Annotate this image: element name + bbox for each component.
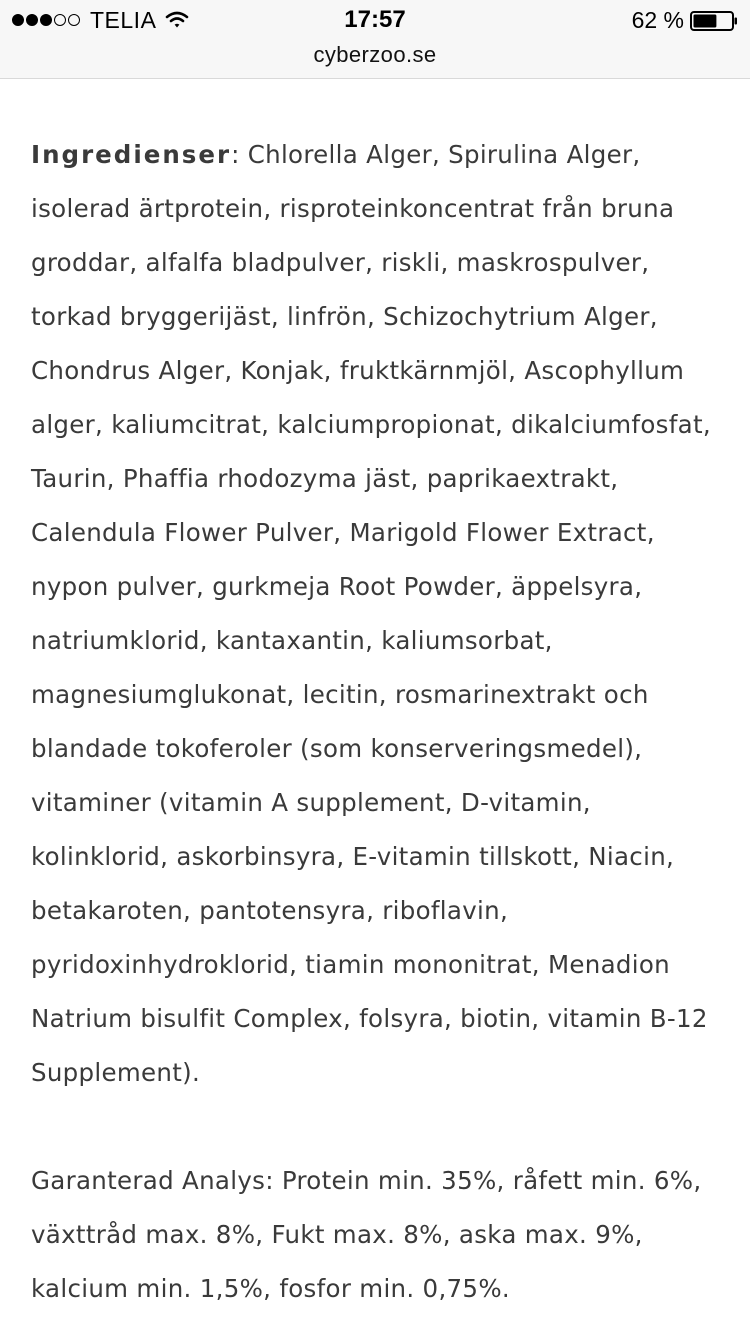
url-text[interactable]: cyberzoo.se	[313, 42, 437, 67]
ingredients-heading: Ingredienser	[31, 140, 232, 169]
ingredients-paragraph	[31, 128, 721, 1100]
carrier-name: TELIA	[90, 7, 157, 33]
clock: 17:57	[344, 6, 406, 33]
battery-icon	[690, 11, 738, 31]
status-bar	[0, 0, 750, 40]
address-bar[interactable]	[0, 40, 750, 79]
ingredients-text: : Chlorella Alger, Spirulina Alger, isolerad ärtprotein, risproteinkoncentrat från bruna groddar, alfalfa bladpulver, riskli, maskrospulver, torkad bryggerijäst, linfrön, Schizochytrium Alger, Chondrus Alger, Konjak, fruktkärnmjöl, Ascophyllum alger, kaliumcitrat, kalciumpropionat, dikalciumfosfat, Taurin, Phaffia rhodozyma jäst, paprikaextrakt, Calendula Flower Pulver, Marigold Flower Extract, nypon pulver, gurkmeja Root Powder, äppelsyra, natriumklorid, kantaxantin, kaliumsorbat, magnesiumglukonat, lecitin, rosmarinextrakt och blandade tokoferoler (som konserveringsmedel), vitaminer (vitamin A supplement, D-vitamin, kolinklorid, askorbinsyra, E-vitamin tillskott, Niacin, betakaroten, pantotensyra, riboflavin, pyridoxinhydroklorid, tiamin mononitrat, Menadion Natrium bisulfit Complex, folsyra, biotin, vitamin B-12 Supplement).	[31, 140, 711, 1087]
product-description	[31, 128, 721, 1316]
guaranteed-analysis-paragraph: Garanterad Analys: Protein min. 35%, råfett min. 6%, växttråd max. 8%, Fukt max. 8%, aska max. 9%, kalcium min. 1,5%, fosfor min. 0,75%.	[31, 1166, 702, 1303]
battery-percentage: 62 %	[631, 7, 684, 33]
